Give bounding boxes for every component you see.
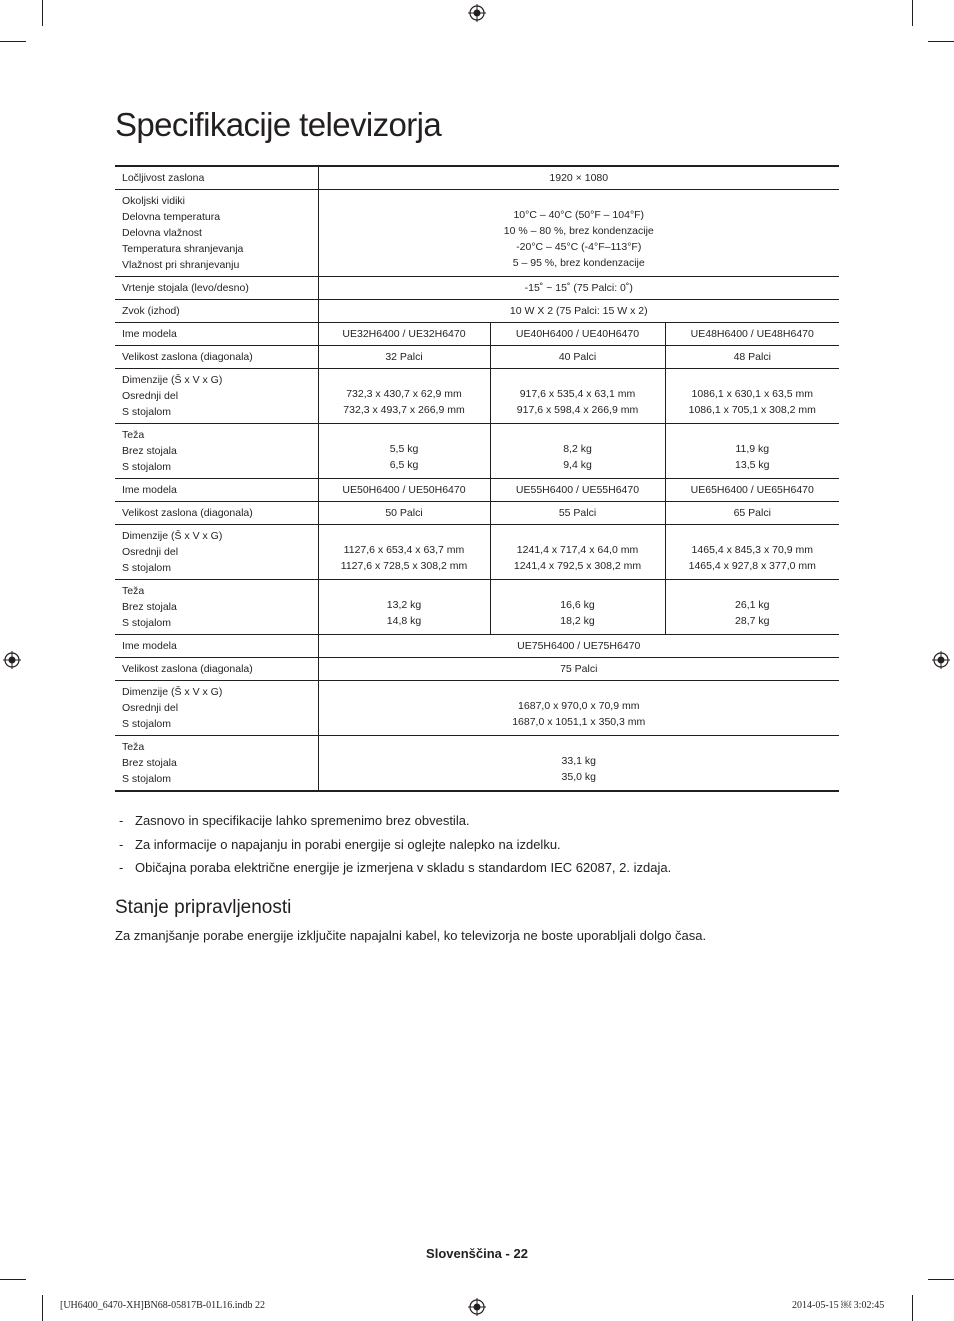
spec-value xyxy=(490,369,665,424)
spec-value xyxy=(665,346,839,369)
spec-value-line: 10 % – 80 %, brez kondenzacije xyxy=(503,225,654,237)
spec-row xyxy=(115,580,839,635)
spec-label-line: Vrtenje stojala (levo/desno) xyxy=(122,282,249,294)
spec-label xyxy=(115,525,318,580)
spec-row xyxy=(115,635,839,658)
note-item xyxy=(115,859,839,883)
spec-row xyxy=(115,736,839,792)
note-bullet: - xyxy=(119,813,124,828)
spec-value-line: 14,8 kg xyxy=(386,615,422,627)
registration-mark-icon xyxy=(3,651,21,669)
spec-label-line: S stojalom xyxy=(122,406,172,418)
spec-label-line: Okoljski vidiki xyxy=(122,195,186,207)
spec-value xyxy=(318,479,490,502)
spec-value-line: 75 Palci xyxy=(560,663,598,675)
spec-label xyxy=(115,479,318,502)
spec-value-line: 28,7 kg xyxy=(735,615,770,627)
spec-label-line: Dimenzije (Š x V x G) xyxy=(122,530,223,542)
spec-row xyxy=(115,479,839,502)
spec-value xyxy=(318,166,839,190)
spec-value xyxy=(318,580,490,635)
spec-label xyxy=(115,424,318,479)
spec-value-line: UE65H6400 / UE65H6470 xyxy=(690,484,814,496)
spec-label-line: S stojalom xyxy=(122,617,172,629)
spec-value-line: 1465,4 x 927,8 x 377,0 mm xyxy=(688,560,816,572)
spec-value xyxy=(490,479,665,502)
spec-value-line: 10 W X 2 (75 Palci: 15 W x 2) xyxy=(509,305,648,317)
spec-row xyxy=(115,346,839,369)
spec-value-line: 16,6 kg xyxy=(560,599,595,611)
crop-mark xyxy=(912,0,913,26)
spec-label-line: Teža xyxy=(122,741,145,753)
spec-value-line: 5 – 95 %, brez kondenzacije xyxy=(512,257,645,269)
spec-label-line: Osrednji del xyxy=(122,702,179,714)
spec-label-line: Delovna vlažnost xyxy=(122,227,202,239)
spec-label xyxy=(115,166,318,190)
spec-value xyxy=(318,424,490,479)
spec-value-line: 1687,0 x 1051,1 x 350,3 mm xyxy=(512,716,646,728)
note-item xyxy=(115,836,839,860)
spec-value-line: 9,4 kg xyxy=(563,459,592,471)
spec-value-line: 6,5 kg xyxy=(389,459,419,471)
spec-value xyxy=(490,346,665,369)
spec-value-line: 50 Palci xyxy=(385,507,423,519)
spec-value-line: 1086,1 x 630,1 x 63,5 mm xyxy=(691,388,813,400)
spec-value-line: UE40H6400 / UE40H6470 xyxy=(515,328,640,340)
spec-value xyxy=(318,277,839,300)
standby-heading: Stanje pripravljenosti xyxy=(115,897,292,918)
spec-label-line: Dimenzije (Š x V x G) xyxy=(122,374,223,386)
spec-label xyxy=(115,502,318,525)
spec-value-line: 55 Palci xyxy=(558,507,597,519)
spec-row xyxy=(115,369,839,424)
spec-value-line: 1241,4 x 792,5 x 308,2 mm xyxy=(513,560,642,572)
note-text: Zasnovo in specifikacije lahko spremenimo brez obvestila. xyxy=(135,813,470,828)
spec-value-line: 917,6 x 598,4 x 266,9 mm xyxy=(516,404,639,416)
spec-value xyxy=(318,635,839,658)
spec-value xyxy=(665,502,839,525)
spec-value xyxy=(490,424,665,479)
spec-row xyxy=(115,424,839,479)
note-text: Običajna poraba električne energije je izmerjena v skladu s standardom IEC 62087, 2. izdaja. xyxy=(135,860,672,875)
spec-label-line: Brez stojala xyxy=(122,445,177,457)
spec-value xyxy=(665,369,839,424)
print-imprint-date: 2014-05-15 ￼ 3:02:45 xyxy=(792,1300,885,1311)
spec-value-line: 33,1 kg xyxy=(561,755,596,767)
spec-value-line: 1127,6 x 653,4 x 63,7 mm xyxy=(343,544,465,556)
spec-value-line: 10°C – 40°C (50°F – 104°F) xyxy=(513,209,645,221)
crop-mark xyxy=(42,0,43,26)
spec-value xyxy=(665,323,839,346)
spec-value xyxy=(665,479,839,502)
note-bullet: - xyxy=(119,836,124,852)
spec-value-line: UE55H6400 / UE55H6470 xyxy=(515,484,640,496)
note-item xyxy=(115,812,839,836)
crop-mark xyxy=(42,1295,43,1321)
spec-value xyxy=(665,580,839,635)
spec-label xyxy=(115,369,318,424)
spec-label-line: Ime modela xyxy=(122,640,177,652)
spec-value-line: -20°C – 45°C (-4°F–113°F) xyxy=(516,241,642,253)
spec-label-line: Ime modela xyxy=(122,484,177,496)
registration-mark-icon xyxy=(468,1298,486,1316)
spec-label-line: S stojalom xyxy=(122,718,172,730)
spec-label xyxy=(115,300,318,323)
spec-label-line: Osrednji del xyxy=(122,390,179,402)
spec-label-line: Zvok (izhod) xyxy=(122,305,180,317)
page-number: Slovenščina - 22 xyxy=(426,1246,528,1261)
spec-value-line: 917,6 x 535,4 x 63,1 mm xyxy=(519,388,636,400)
crop-mark xyxy=(928,1279,954,1280)
spec-value-line: 11,9 kg xyxy=(735,443,770,455)
spec-value xyxy=(318,346,490,369)
spec-value xyxy=(490,525,665,580)
spec-value-line: 1086,1 x 705,1 x 308,2 mm xyxy=(688,404,816,416)
spec-value xyxy=(490,323,665,346)
spec-label-line: Velikost zaslona (diagonala) xyxy=(122,663,253,675)
spec-label-line: Ločljivost zaslona xyxy=(122,172,205,184)
spec-value-line: -15˚ ~ 15˚ (75 Palci: 0˚) xyxy=(524,282,633,294)
spec-value-line: 732,3 x 493,7 x 266,9 mm xyxy=(343,404,465,416)
spec-label-line: Brez stojala xyxy=(122,757,177,769)
crop-mark xyxy=(0,41,26,42)
spec-label-line: Velikost zaslona (diagonala) xyxy=(122,351,253,363)
spec-label-line: S stojalom xyxy=(122,773,172,785)
spec-value-line: 1127,6 x 728,5 x 308,2 mm xyxy=(340,560,468,572)
spec-value-line: 65 Palci xyxy=(733,507,771,519)
standby-text: Za zmanjšanje porabe energije izključite napajalni kabel, ko televizorja ne boste uporabljali dolgo časa. xyxy=(115,928,707,943)
spec-row xyxy=(115,300,839,323)
print-imprint-file: [UH6400_6470-XH]BN68-05817B-01L16.indb 22 xyxy=(60,1300,265,1311)
spec-value xyxy=(318,525,490,580)
spec-row xyxy=(115,502,839,525)
crop-mark xyxy=(912,1295,913,1321)
spec-value-line: 1687,0 x 970,0 x 70,9 mm xyxy=(518,700,640,712)
spec-value xyxy=(318,681,839,736)
crop-mark xyxy=(928,41,954,42)
spec-value xyxy=(318,323,490,346)
spec-label xyxy=(115,635,318,658)
spec-value-line: 1241,4 x 717,4 x 64,0 mm xyxy=(516,544,639,556)
spec-value xyxy=(318,736,839,792)
spec-label xyxy=(115,681,318,736)
spec-value-line: 18,2 kg xyxy=(560,615,595,627)
spec-label-line: Teža xyxy=(122,429,145,441)
spec-label xyxy=(115,346,318,369)
spec-label xyxy=(115,580,318,635)
spec-label-line: S stojalom xyxy=(122,461,172,473)
spec-value-line: 1920 × 1080 xyxy=(549,172,609,184)
spec-value xyxy=(318,369,490,424)
spec-row xyxy=(115,681,839,736)
spec-label xyxy=(115,323,318,346)
spec-label-line: Delovna temperatura xyxy=(122,211,221,223)
spec-row xyxy=(115,525,839,580)
spec-label-line: Teža xyxy=(122,585,145,597)
spec-label xyxy=(115,736,318,792)
spec-value xyxy=(318,658,839,681)
spec-value-line: 5,5 kg xyxy=(389,443,419,455)
spec-value-line: UE50H6400 / UE50H6470 xyxy=(342,484,466,496)
spec-value-line: 1465,4 x 845,3 x 70,9 mm xyxy=(691,544,813,556)
spec-value xyxy=(665,424,839,479)
crop-mark xyxy=(0,1279,26,1280)
spec-table xyxy=(115,165,839,792)
spec-value-line: 732,3 x 430,7 x 62,9 mm xyxy=(346,388,462,400)
spec-value-line: 13,2 kg xyxy=(386,599,422,611)
spec-label xyxy=(115,190,318,277)
spec-label-line: Velikost zaslona (diagonala) xyxy=(122,507,253,519)
spec-value-line: UE48H6400 / UE48H6470 xyxy=(690,328,814,340)
spec-label-line: S stojalom xyxy=(122,562,172,574)
spec-row xyxy=(115,190,839,277)
spec-label-line: Brez stojala xyxy=(122,601,177,613)
spec-label xyxy=(115,658,318,681)
spec-value-line: 8,2 kg xyxy=(563,443,592,455)
spec-row xyxy=(115,166,839,190)
spec-value-line: 32 Palci xyxy=(385,351,423,363)
spec-label-line: Osrednji del xyxy=(122,546,179,558)
page-title: Specifikacije televizorja xyxy=(115,106,442,143)
spec-value xyxy=(665,525,839,580)
spec-value-line: 48 Palci xyxy=(733,351,771,363)
spec-label xyxy=(115,277,318,300)
spec-value-line: 35,0 kg xyxy=(561,771,596,783)
spec-label-line: Dimenzije (Š x V x G) xyxy=(122,686,223,698)
spec-row xyxy=(115,658,839,681)
spec-value xyxy=(490,580,665,635)
spec-row xyxy=(115,323,839,346)
spec-value-line: UE32H6400 / UE32H6470 xyxy=(342,328,466,340)
spec-value xyxy=(318,502,490,525)
spec-value xyxy=(490,502,665,525)
spec-value-line: 40 Palci xyxy=(558,351,597,363)
spec-value xyxy=(318,300,839,323)
note-bullet: - xyxy=(119,860,124,875)
note-text: Za informacije o napajanju in porabi energije si oglejte nalepko na izdelku. xyxy=(135,836,561,852)
registration-mark-icon xyxy=(468,4,486,22)
spec-value-line: 13,5 kg xyxy=(735,459,770,471)
spec-label-line: Temperatura shranjevanja xyxy=(122,243,244,255)
spec-row xyxy=(115,277,839,300)
notes-list xyxy=(115,812,839,883)
spec-value-line: 26,1 kg xyxy=(735,599,770,611)
spec-label-line: Vlažnost pri shranjevanju xyxy=(122,259,240,271)
registration-mark-icon xyxy=(932,651,950,669)
spec-label-line: Ime modela xyxy=(122,328,177,340)
spec-value xyxy=(318,190,839,277)
spec-value-line: UE75H6400 / UE75H6470 xyxy=(517,640,641,652)
